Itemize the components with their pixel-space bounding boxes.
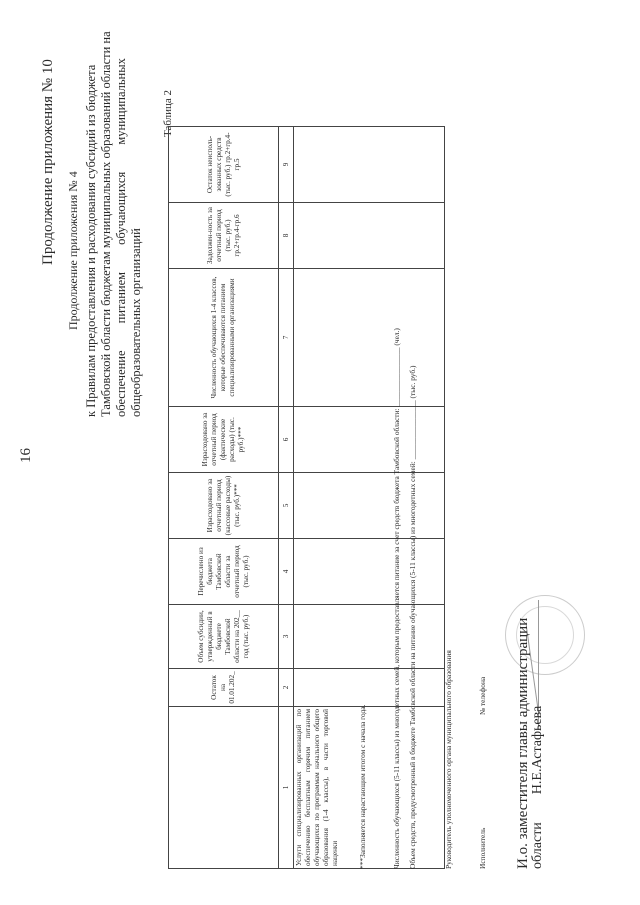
column-number: 4: [279, 539, 294, 605]
table-cell: [294, 473, 445, 539]
table-row: [294, 127, 445, 869]
column-number: 1: [279, 707, 294, 869]
table-header-cell: Остаток на 01.01.202_: [169, 669, 279, 707]
signatory-position-cont: области: [530, 822, 545, 869]
table-cell: [294, 669, 445, 707]
phone-label: № телефона: [478, 676, 487, 715]
column-number: 8: [279, 203, 294, 269]
table-header-cell: Израсходовано за отчетный период (фактические расходы) (тыс. руб.)***: [169, 407, 279, 473]
pupils-count-line: Численность обучающихся (5-11 классы) из многодетных семей, которым предоставляется питание за счет средств бюджета Тамбовской области: ________________ (чел.): [392, 328, 401, 869]
title-line: общеобразовательных организаций: [129, 228, 143, 417]
title-line: к Правилам предоставления и расходования субсидий из бюджета: [84, 64, 98, 417]
footnote: ***Заполняется нарастающим итогом с начала года.: [358, 704, 367, 869]
subsidy-table: [168, 126, 445, 869]
table-header-cell: Объем субсидии, утвержденный в бюджете Тамбовской области на 202__ год (тыс. руб.): [169, 605, 279, 669]
signatory-position: И.о. заместителя главы администрации: [515, 617, 531, 869]
column-number: 7: [279, 269, 294, 407]
row-description: Услуги специализированных организаций по обеспечению бесплатным горячим питанием обучающихся по программам начального общего образования (1-4 классы), в части торговой наценки: [294, 707, 445, 869]
table-header-cell: Задолжен-ность за отчетный период (тыс. руб.) гр.2+гр.4-гр.6: [169, 203, 279, 269]
signatory-name: Н.Е.Астафьева: [530, 705, 545, 795]
column-number: 2: [279, 669, 294, 707]
table-header-cell: [169, 707, 279, 869]
table-header-row: [169, 127, 279, 869]
head-of-authority-label: Руководитель уполномоченного органа муниципального образования: [444, 650, 453, 869]
table-cell: [294, 539, 445, 605]
funds-volume-line: Объем средств, предусмотренный в бюджете Тамбовской области на питание обучающихся (5-11 классы) из многодетных семей: ________________ (тыс. руб.): [408, 365, 417, 869]
column-number: 6: [279, 407, 294, 473]
page-number: 16: [18, 448, 34, 463]
title-line: Тамбовской области бюджетам муниципальных образований области на: [99, 31, 113, 417]
executor-label: Исполнитель: [478, 827, 487, 869]
table-header-cell: Остаток неисполь-зованных средств (тыс. руб.) гр.2+гр.4-гр.5: [169, 127, 279, 203]
table-header-cell: Численность обучающихся 1-4 классов, которые обеспечиваются питанием специализированными организациями: [169, 269, 279, 407]
column-number-row: [279, 127, 294, 869]
continuation-header: Продолжение приложения № 10: [40, 59, 56, 265]
column-number: 5: [279, 473, 294, 539]
table-cell: [294, 269, 445, 407]
column-number: 3: [279, 605, 294, 669]
table-cell: [294, 605, 445, 669]
subtitle: Продолжение приложения № 4: [66, 171, 80, 330]
table-name: Таблица 2: [162, 89, 174, 137]
column-number: 9: [279, 127, 294, 203]
table-cell: [294, 203, 445, 269]
table-cell: [294, 127, 445, 203]
table-header-cell: Израсходовано за отчетный период (кассовые расходы) (тыс. руб.)***: [169, 473, 279, 539]
signatory-block: [530, 706, 546, 869]
table-header-cell: Перечислено из бюджета Тамбовской области за отчетный период (тыс. руб.): [169, 539, 279, 605]
table-cell: [294, 407, 445, 473]
title-line: обеспечение питанием обучающихся муниципальных: [114, 58, 128, 417]
